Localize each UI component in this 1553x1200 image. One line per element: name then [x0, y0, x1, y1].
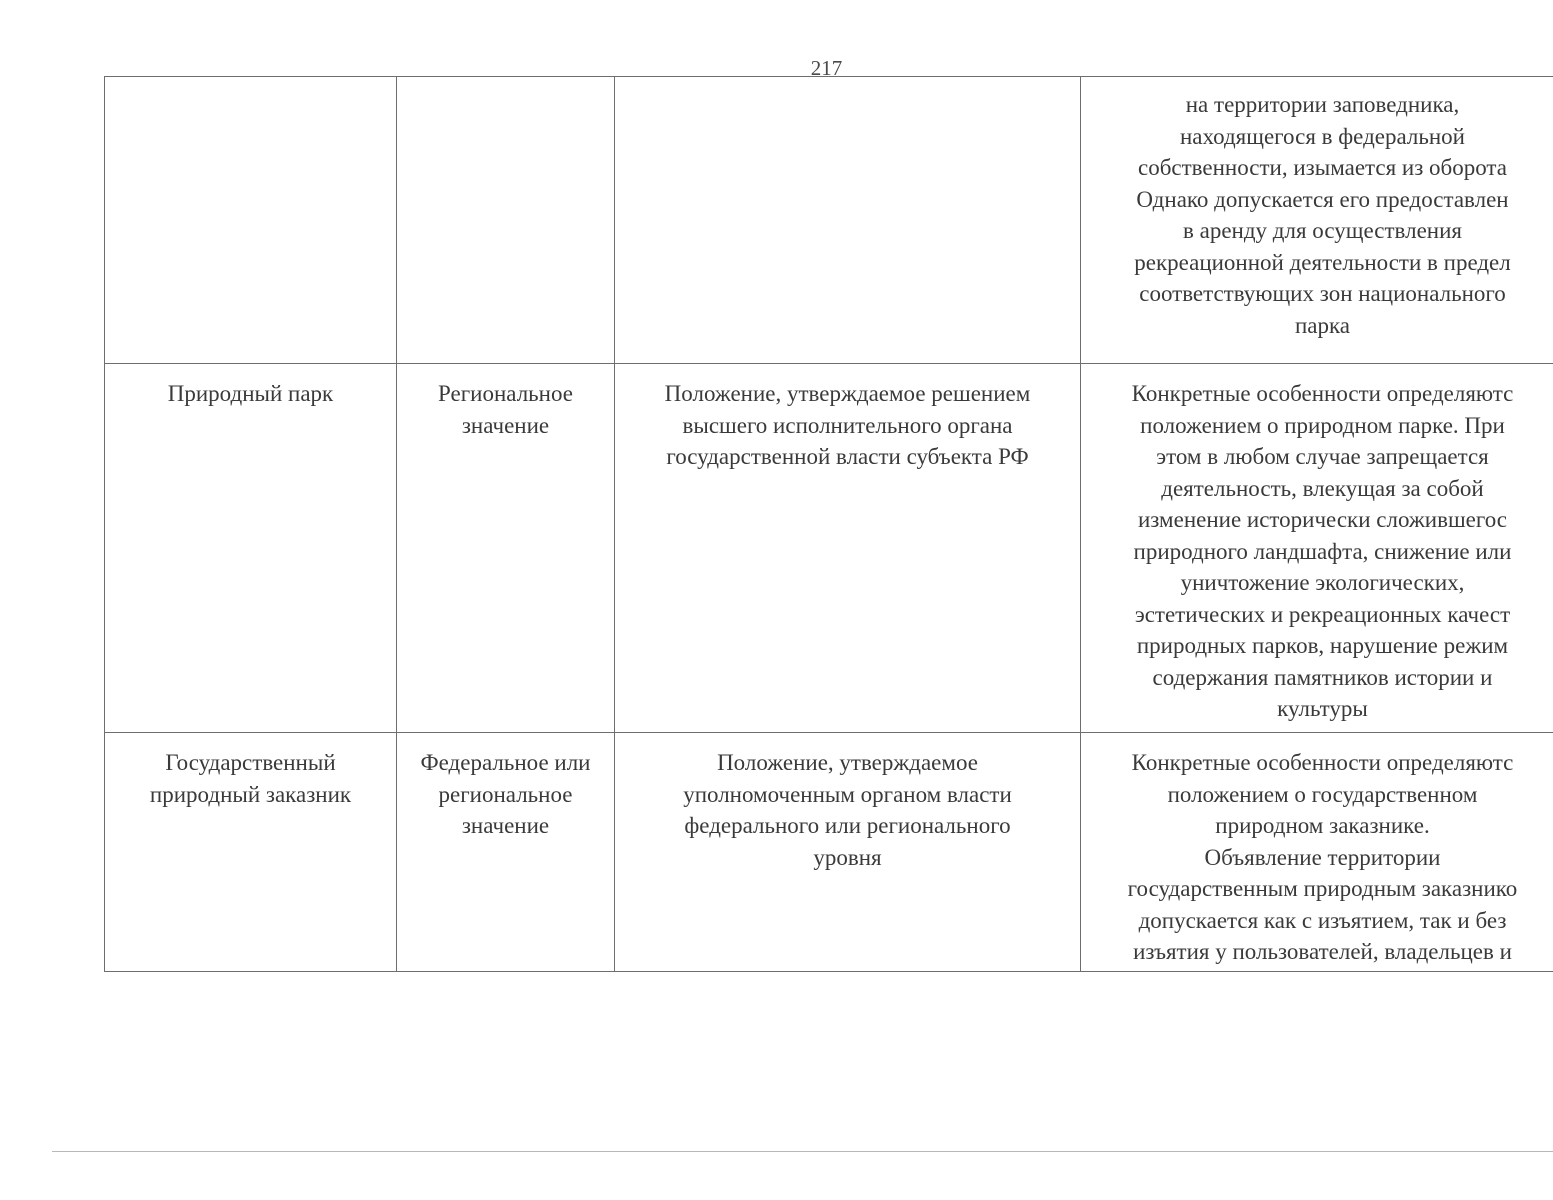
cell-text-line: изменение исторически сложившегос: [1137, 507, 1508, 532]
features-cell: [1081, 77, 1553, 364]
regulation-cell: [615, 364, 1081, 733]
cell-text-line: Положение, утверждаемое решением: [664, 381, 1031, 406]
cell-text-line: Конкретные особенности определяютс: [1131, 381, 1514, 406]
cell-text-line: рекреационной деятельности в предел: [1134, 249, 1511, 275]
cell-text-line: положением о природном парке. При: [1140, 412, 1505, 438]
cell-text-line: этом в любом случае запрещается: [1156, 444, 1489, 469]
table-row: [105, 733, 1553, 972]
cell-text-line: изъятия у пользователей, владельцев и: [1133, 939, 1512, 964]
protected-areas-table: [104, 76, 1553, 972]
cell-text-line: находящегося в федеральной: [1180, 123, 1465, 149]
cell-text-line: значение: [461, 412, 550, 438]
cell-text-line: высшего исполнительного органа: [682, 412, 1013, 438]
cell-text-line: уполномоченным органом власти: [683, 781, 1012, 807]
cell-text-line: природном заказнике.: [1215, 813, 1430, 838]
cell-text-line: собственности, изымается из оборота: [1138, 155, 1507, 180]
type-cell: [105, 77, 397, 364]
cell-text-line: содержания памятников истории и: [1152, 664, 1493, 690]
cell-text-line: Государственный: [165, 750, 336, 775]
bottom-rule: [52, 1151, 1553, 1152]
cell-text-line: парка: [1294, 312, 1351, 338]
regulation-cell: [615, 77, 1081, 364]
cell-text-line: Природный парк: [167, 381, 334, 406]
cell-text-line: культуры: [1277, 696, 1368, 721]
cell-text-line: допускается как с изъятием, так и без: [1138, 907, 1507, 933]
cell-text-line: соответствующих зон национального: [1139, 281, 1506, 306]
cell-text-line: на территории заповедника,: [1185, 92, 1460, 117]
cell-text-line: Объявление территории: [1204, 844, 1441, 870]
cell-text-line: значение: [461, 813, 550, 838]
cell-text-line: природный заказник: [149, 781, 352, 807]
cell-text-line: Федеральное или: [420, 750, 591, 775]
page-number: 217: [810, 56, 843, 80]
significance-cell: [397, 364, 615, 733]
cell-text-line: Региональное: [438, 381, 573, 406]
regulation-cell: [615, 733, 1081, 972]
cell-text-line: региональное: [438, 781, 573, 807]
type-cell: [105, 364, 397, 733]
cell-text-line: природных парков, нарушение режим: [1136, 633, 1509, 658]
significance-cell: [397, 733, 615, 972]
cell-text-line: уровня: [813, 844, 882, 870]
cell-text-line: деятельность, влекущая за собой: [1161, 475, 1484, 501]
cell-text-line: положением о государственном: [1167, 781, 1478, 807]
cell-text-line: государственной власти субъекта РФ: [666, 444, 1029, 469]
significance-cell: [397, 77, 615, 364]
cell-text-line: эстетических и рекреационных качест: [1134, 601, 1511, 627]
table-row: [105, 364, 1553, 733]
cell-text-line: Положение, утверждаемое: [717, 750, 978, 775]
cell-text-line: природного ландшафта, снижение или: [1133, 538, 1512, 564]
cell-text-line: Однако допускается его предоставлен: [1136, 186, 1509, 212]
cell-text-line: Конкретные особенности определяютс: [1131, 750, 1514, 775]
type-cell: [105, 733, 397, 972]
cell-text-line: уничтожение экологических,: [1180, 570, 1465, 595]
cell-text-line: федерального или регионального: [684, 813, 1011, 838]
table-body: [105, 77, 1553, 972]
features-cell: [1081, 733, 1553, 972]
table-row: [105, 77, 1553, 364]
cell-text-line: государственным природным заказнико: [1127, 876, 1518, 901]
features-cell: [1081, 364, 1553, 733]
cell-text-line: в аренду для осуществления: [1183, 218, 1462, 243]
